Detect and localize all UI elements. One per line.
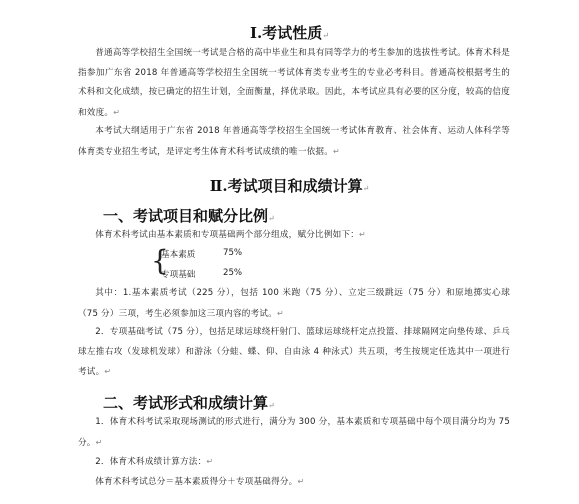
subsection-title-1: 一、考试项目和赋分比例↵ [103,207,275,225]
score-method-heading: 2．体育术科成绩计算方法：↵ [95,457,214,467]
ratio-item: 专项基础 25% [161,268,243,280]
scoring-intro: 体育术科考试由基本素质和专项基础两个部分组成，赋分比例如下：↵ [95,230,366,240]
brace-icon: { [151,244,169,277]
section1-paragraph-2: 本考试大纲适用于广东省 2018 年普通高等学校招生全国统一考试体育教育、社会体育、运动人体科学等体育类专业招生考试，是评定考生体育术科考试成绩的唯一依据。↵ [78,126,510,157]
subsection-title-2: 二、考试形式和成绩计算↵ [103,394,275,412]
section2-title: Ⅱ.考试项目和成绩计算↵ [209,177,370,195]
ratio-item: 基本素质 75% [161,248,243,260]
paragraph-mark: ↵ [322,31,329,40]
score-formula: 体育术科考试总分＝基本素质得分＋专项基础得分。↵ [95,477,305,487]
note-specialty-basics: 2．专项基础考试（75 分），包括足球运球绕杆射门、篮球运球绕杆定点投篮、排球隔网定向垫传球、乒乓球左推右攻（发球机发球）和游泳（分蛙、蝶、仰、自由泳 4 种泳式）共五项，考生按规定任选其中一项进行考试。↵ [78,327,510,377]
section1-paragraph-1: 普通高等学校招生全国统一考试是合格的高中毕业生和具有同等学力的考生参加的选拔性考试。体育术科是指参加广东省 2018 年普通高等学校招生全国统一考试体育类专业考生的专业必考科目。普通高校根据考生的术科和文化成绩，按已确定的招生计划，全面衡量，择优录取。因此，本考试应具有必要的区分度，较高的信度和效度。↵ [78,48,510,118]
note-basic-quality: 其中：1.基本素质考试（225 分），包括 100 米跑（75 分）、立定三级跳远（75 分）和原地掷实心球（75 分）三项，考生必须参加这三项内容的考试。↵ [78,288,510,319]
section1-title: Ⅰ.考试性质↵ [250,24,329,42]
exam-format-line: 1．体育术科考试采取现场测试的形式进行，满分为 300 分，基本素质和专项基础中每个项目满分均为 75 分。↵ [78,417,510,448]
